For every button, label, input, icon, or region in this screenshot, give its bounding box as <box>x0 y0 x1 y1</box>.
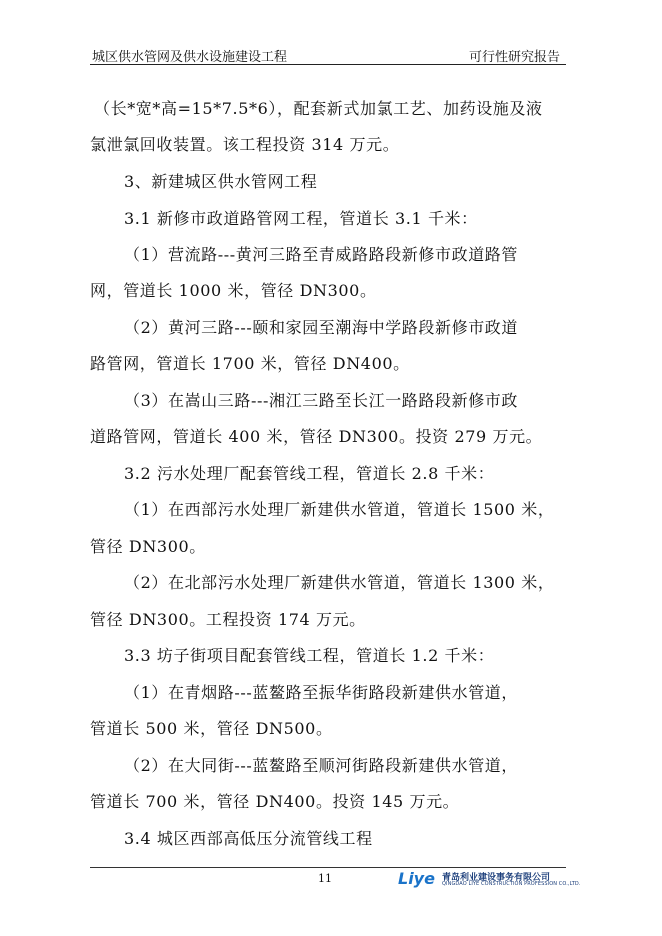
page-header <box>90 44 566 66</box>
header-divider <box>90 64 566 65</box>
header-title: 城区供水管网及供水设施建设工程 <box>92 50 288 65</box>
paragraph-line: （3）在嵩山三路---湘江三路至长江一路路段新修市政 <box>124 391 518 410</box>
paragraph-line: （长*宽*高=15*7.5*6），配套新式加氯工艺、加药设施及液 <box>94 99 543 118</box>
paragraph-line: 管道长 700 米，管径 DN400。投资 145 万元。 <box>90 792 460 811</box>
paragraph-line: 氯泄氯回收装置。该工程投资 314 万元。 <box>90 135 400 154</box>
paragraph-line: 网，管道长 1000 米，管径 DN300。 <box>90 281 377 300</box>
paragraph-line: 管径 DN300。 <box>90 537 206 556</box>
paragraph-line: （2）在大同街---蓝鳌路至顺河街路段新建供水管道， <box>124 756 518 775</box>
company-name-cn: 青岛利业建设事务有限公司 <box>442 873 551 883</box>
subsection-heading: 3.1 新修市政道路管网工程，管道长 3.1 千米： <box>124 209 478 228</box>
page-number: 11 <box>318 872 332 885</box>
subsection-heading: 3.3 坊子街项目配套管线工程，管道长 1.2 千米： <box>124 646 495 665</box>
company-logo <box>398 869 581 889</box>
subsection-heading: 3.4 城区西部高低压分流管线工程 <box>124 829 373 848</box>
logo-mark: Liye <box>398 869 435 888</box>
paragraph-line: （1）营流路---黄河三路至青威路路段新修市政道路管 <box>124 245 518 264</box>
section-heading: 3、新建城区供水管网工程 <box>124 172 318 191</box>
paragraph-line: （1）在西部污水处理厂新建供水管道，管道长 1500 米， <box>124 500 555 519</box>
paragraph-line: （1）在青烟路---蓝鳌路至振华街路段新建供水管道， <box>124 683 518 702</box>
paragraph-line: 管径 DN300。工程投资 174 万元。 <box>90 610 366 629</box>
footer-divider <box>90 867 566 868</box>
paragraph-line: 管道长 500 米，管径 DN500。 <box>90 719 333 738</box>
subsection-heading: 3.2 污水处理厂配套管线工程，管道长 2.8 千米： <box>124 464 495 483</box>
paragraph-line: （2）在北部污水处理厂新建供水管道，管道长 1300 米， <box>124 573 555 592</box>
header-report-type: 可行性研究报告 <box>468 50 560 65</box>
paragraph-line: 路管网，管道长 1700 米，管径 DN400。 <box>90 354 410 373</box>
paragraph-line: 道路管网，管道长 400 米，管径 DN300。投资 279 万元。 <box>90 427 543 446</box>
paragraph-line: （2）黄河三路---颐和家园至潮海中学路段新修市政道 <box>124 318 518 337</box>
company-name-en: QINGDAO LIYE CONSTRUCTION PROFESSION CO.,LTD. <box>442 881 581 887</box>
